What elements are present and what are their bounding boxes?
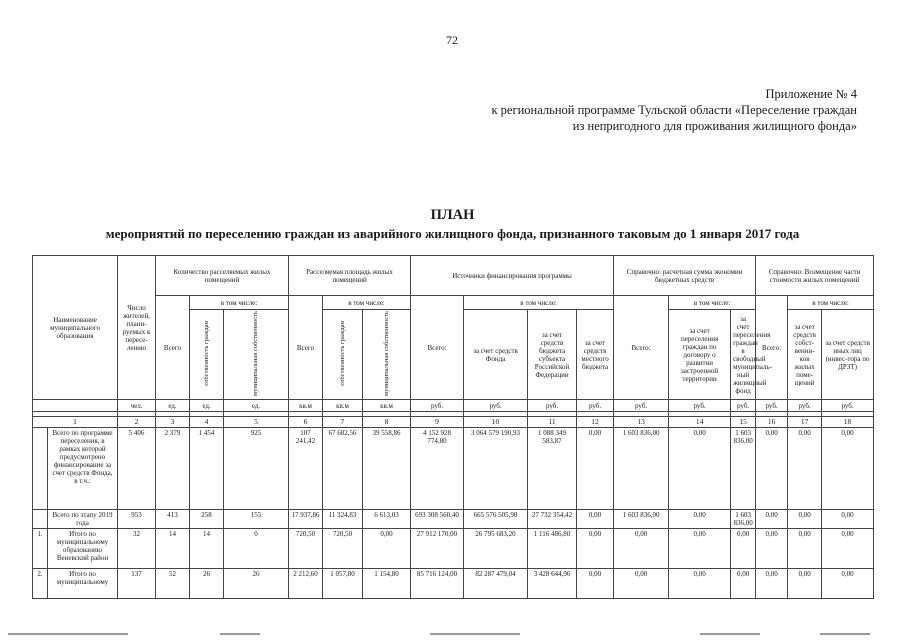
col-number: 3 — [156, 417, 190, 428]
units-cell: кв.м — [289, 400, 323, 412]
row-cell: 1 603 836,00 — [731, 428, 756, 510]
row-cell: 720,50 — [323, 529, 363, 569]
row-cell: 413 — [156, 510, 190, 529]
col-number: 16 — [756, 417, 788, 428]
units-cell: руб. — [528, 400, 577, 412]
col-number: 1 — [33, 417, 118, 428]
header-local: за счет средств местного бюджета — [577, 310, 614, 400]
row-cell: 0,00 — [614, 529, 669, 569]
row-cell: 4 152 928 774,80 — [411, 428, 464, 510]
row-cell: 0,00 — [669, 510, 731, 529]
row-cell: 1 454 — [190, 428, 224, 510]
annex-block — [491, 86, 857, 134]
row-cell: 26 795 683,20 — [464, 529, 528, 569]
row-cell: 0,00 — [822, 428, 874, 510]
col-number: 15 — [731, 417, 756, 428]
row-cell: 720,50 — [289, 529, 323, 569]
header-rooms-municipal: муниципальная собственность — [224, 310, 289, 400]
units-cell: руб. — [756, 400, 788, 412]
header-rooms-group: Количество расселяемых жилых помещений — [156, 256, 289, 296]
col-number: 18 — [822, 417, 874, 428]
col-number: 5 — [224, 417, 289, 428]
header-rooms-incl: в том числе: — [190, 296, 289, 310]
row-cell: 2 379 — [156, 428, 190, 510]
row-cell: 0,00 — [731, 569, 756, 599]
row-name: Всего по этапу 2019 года — [48, 510, 118, 529]
row-cell: 0,00 — [577, 428, 614, 510]
row-index: 2. — [33, 569, 48, 599]
table-row — [33, 428, 874, 510]
row-index — [33, 510, 48, 529]
units-cell: ед. — [190, 400, 224, 412]
header-rooms-private: собственность граждан — [190, 310, 224, 400]
row-cell: 14 — [156, 529, 190, 569]
row-cell: 1 154,80 — [363, 569, 411, 599]
row-cell: 26 — [224, 569, 289, 599]
row-cell: 0,00 — [669, 569, 731, 599]
header-refund-incl: в том числе: — [788, 296, 874, 310]
row-cell: 0,00 — [788, 529, 822, 569]
units-cell: руб. — [577, 400, 614, 412]
units-cell: кв.м — [323, 400, 363, 412]
units-cell: ед. — [156, 400, 190, 412]
row-cell: 1 603 836,00 — [731, 510, 756, 529]
header-residents: Число жителей, плани-руемых к пересе-лению — [118, 256, 156, 400]
row-cell: 107 241,42 — [289, 428, 323, 510]
row-cell: 3 428 644,96 — [528, 569, 577, 599]
document-subtitle: мероприятий по переселению граждан из аварийного жилищного фонда, признанного таковым до 1 января 2017 года — [105, 226, 800, 241]
header-area-total: Всего — [289, 296, 323, 400]
row-cell: 953 — [118, 510, 156, 529]
row-cell: 0,00 — [731, 529, 756, 569]
row-cell: 3 064 579 190,93 — [464, 428, 528, 510]
header-ref-investor: за счет средств иных лиц (инвес-тора по ДРЗТ) — [822, 310, 874, 400]
col-number: 12 — [577, 417, 614, 428]
row-name: Итого по муниципальному — [48, 569, 118, 599]
units-cell: руб. — [411, 400, 464, 412]
header-regional: за счет средств бюджета субъекта Российской Федерации — [528, 310, 577, 400]
col-number: 2 — [118, 417, 156, 428]
header-refund-group: Справочно: Возмещение части стоимости жилых помещений — [756, 256, 874, 296]
row-cell: 0,00 — [756, 510, 788, 529]
header-ref-own: за счет средств собст-венни-ков жилых поме-щений — [788, 310, 822, 400]
row-cell: 39 558,86 — [363, 428, 411, 510]
row-cell: 0,00 — [669, 428, 731, 510]
row-cell: 0,00 — [788, 510, 822, 529]
col-number: 10 — [464, 417, 528, 428]
row-cell: 925 — [224, 428, 289, 510]
units-cell: руб. — [788, 400, 822, 412]
header-area-municipal: муниципальная собственность — [363, 310, 411, 400]
row-cell: 0,00 — [822, 569, 874, 599]
row-cell: 2 212,60 — [289, 569, 323, 599]
row-cell: 693 308 560,40 — [411, 510, 464, 529]
row-cell: 665 576 505,98 — [464, 510, 528, 529]
row-cell: 1 088 349 583,87 — [528, 428, 577, 510]
header-economy-total: Всего: — [614, 296, 669, 400]
row-cell: 0,00 — [788, 569, 822, 599]
row-cell: 0,00 — [577, 510, 614, 529]
header-area-group: Расселяемая площадь жилых помещений — [289, 256, 411, 296]
units-cell: чел. — [118, 400, 156, 412]
header-fund: за счет средств Фонда — [464, 310, 528, 400]
row-cell: 26 — [190, 569, 224, 599]
header-econ-free: за счет переселения граждан в свободный муниципаль-ный жилищный фонд — [731, 310, 756, 400]
row-name: Итого по муниципальному образованию Веневский район — [48, 529, 118, 569]
row-cell: 1 116 486,80 — [528, 529, 577, 569]
col-number: 9 — [411, 417, 464, 428]
row-cell: 0,00 — [788, 428, 822, 510]
col-number: 17 — [788, 417, 822, 428]
row-cell: 0,00 — [669, 529, 731, 569]
header-funding-incl: в том числе: — [464, 296, 614, 310]
row-cell: 0,00 — [822, 510, 874, 529]
row-cell: 6 613,03 — [363, 510, 411, 529]
annex-line-1: Приложение № 4 — [765, 87, 857, 101]
row-cell: 1 057,80 — [323, 569, 363, 599]
row-cell: 0,00 — [756, 529, 788, 569]
row-cell: 1 603 836,00 — [614, 428, 669, 510]
row-index: 1. — [33, 529, 48, 569]
row-cell: 0,00 — [756, 428, 788, 510]
row-cell: 0 — [224, 529, 289, 569]
annex-line-3: из непригодного для проживания жилищного фонда» — [572, 119, 857, 133]
units-cell: руб. — [464, 400, 528, 412]
col-number: 4 — [190, 417, 224, 428]
header-area-incl: в том числе: — [323, 296, 411, 310]
row-cell: 1 603 836,00 — [614, 510, 669, 529]
row-cell: 0,00 — [756, 569, 788, 599]
row-cell: 85 716 124,00 — [411, 569, 464, 599]
header-economy-group: Справочно: расчетная сумма экономии бюджетных средств — [614, 256, 756, 296]
row-cell: 0,00 — [577, 529, 614, 569]
header-refund-total: Всего: — [756, 296, 788, 400]
row-cell: 67 682,56 — [323, 428, 363, 510]
row-cell: 0,00 — [577, 569, 614, 599]
row-cell: 11 324,83 — [323, 510, 363, 529]
units-cell: руб. — [731, 400, 756, 412]
header-funding-total: Всего: — [411, 296, 464, 400]
header-rooms-total: Всего — [156, 296, 190, 400]
plan-table — [32, 255, 874, 599]
units-cell: руб. — [669, 400, 731, 412]
col-number: 7 — [323, 417, 363, 428]
row-cell: 14 — [190, 529, 224, 569]
col-number: 14 — [669, 417, 731, 428]
row-cell: 137 — [118, 569, 156, 599]
col-number: 13 — [614, 417, 669, 428]
units-cell: руб. — [614, 400, 669, 412]
units-name-cell — [33, 400, 118, 412]
header-economy-incl: в том числе: — [669, 296, 756, 310]
row-name: Всего по программе переселения, в рамках которой предусмотрено финансирование за счет средств Фонда, в т.ч.: — [48, 428, 118, 510]
header-name: Наименование муниципального образования — [33, 256, 118, 400]
row-cell: 258 — [190, 510, 224, 529]
document-title: ПЛАН — [430, 207, 475, 223]
scan-edge-artifact — [0, 630, 905, 640]
row-cell: 27 732 354,42 — [528, 510, 577, 529]
row-cell: 17 937,86 — [289, 510, 323, 529]
annex-line-2: к региональной программе Тульской области «Переселение граждан — [491, 103, 857, 117]
header-funding-group: Источники финансирования программы — [411, 256, 614, 296]
units-cell: руб. — [822, 400, 874, 412]
row-cell: 0,00 — [822, 529, 874, 569]
col-number: 6 — [289, 417, 323, 428]
units-cell: кв.м — [363, 400, 411, 412]
row-cell: 32 — [118, 529, 156, 569]
row-cell: 0,00 — [614, 569, 669, 599]
row-cell: 82 287 479,04 — [464, 569, 528, 599]
table-row — [33, 529, 874, 569]
row-cell: 0,00 — [363, 529, 411, 569]
col-number: 8 — [363, 417, 411, 428]
units-cell: ед. — [224, 400, 289, 412]
row-index — [33, 428, 48, 510]
row-cell: 5 406 — [118, 428, 156, 510]
row-cell: 52 — [156, 569, 190, 599]
table-row — [33, 569, 874, 599]
header-econ-contract: за счет переселения граждан по договору о развитии застроенной территории — [669, 310, 731, 400]
row-cell: 27 912 170,00 — [411, 529, 464, 569]
page-number: 72 — [446, 33, 458, 47]
col-number: 11 — [528, 417, 577, 428]
table-row — [33, 510, 874, 529]
row-cell: 155 — [224, 510, 289, 529]
header-area-private: собственность граждан — [323, 310, 363, 400]
